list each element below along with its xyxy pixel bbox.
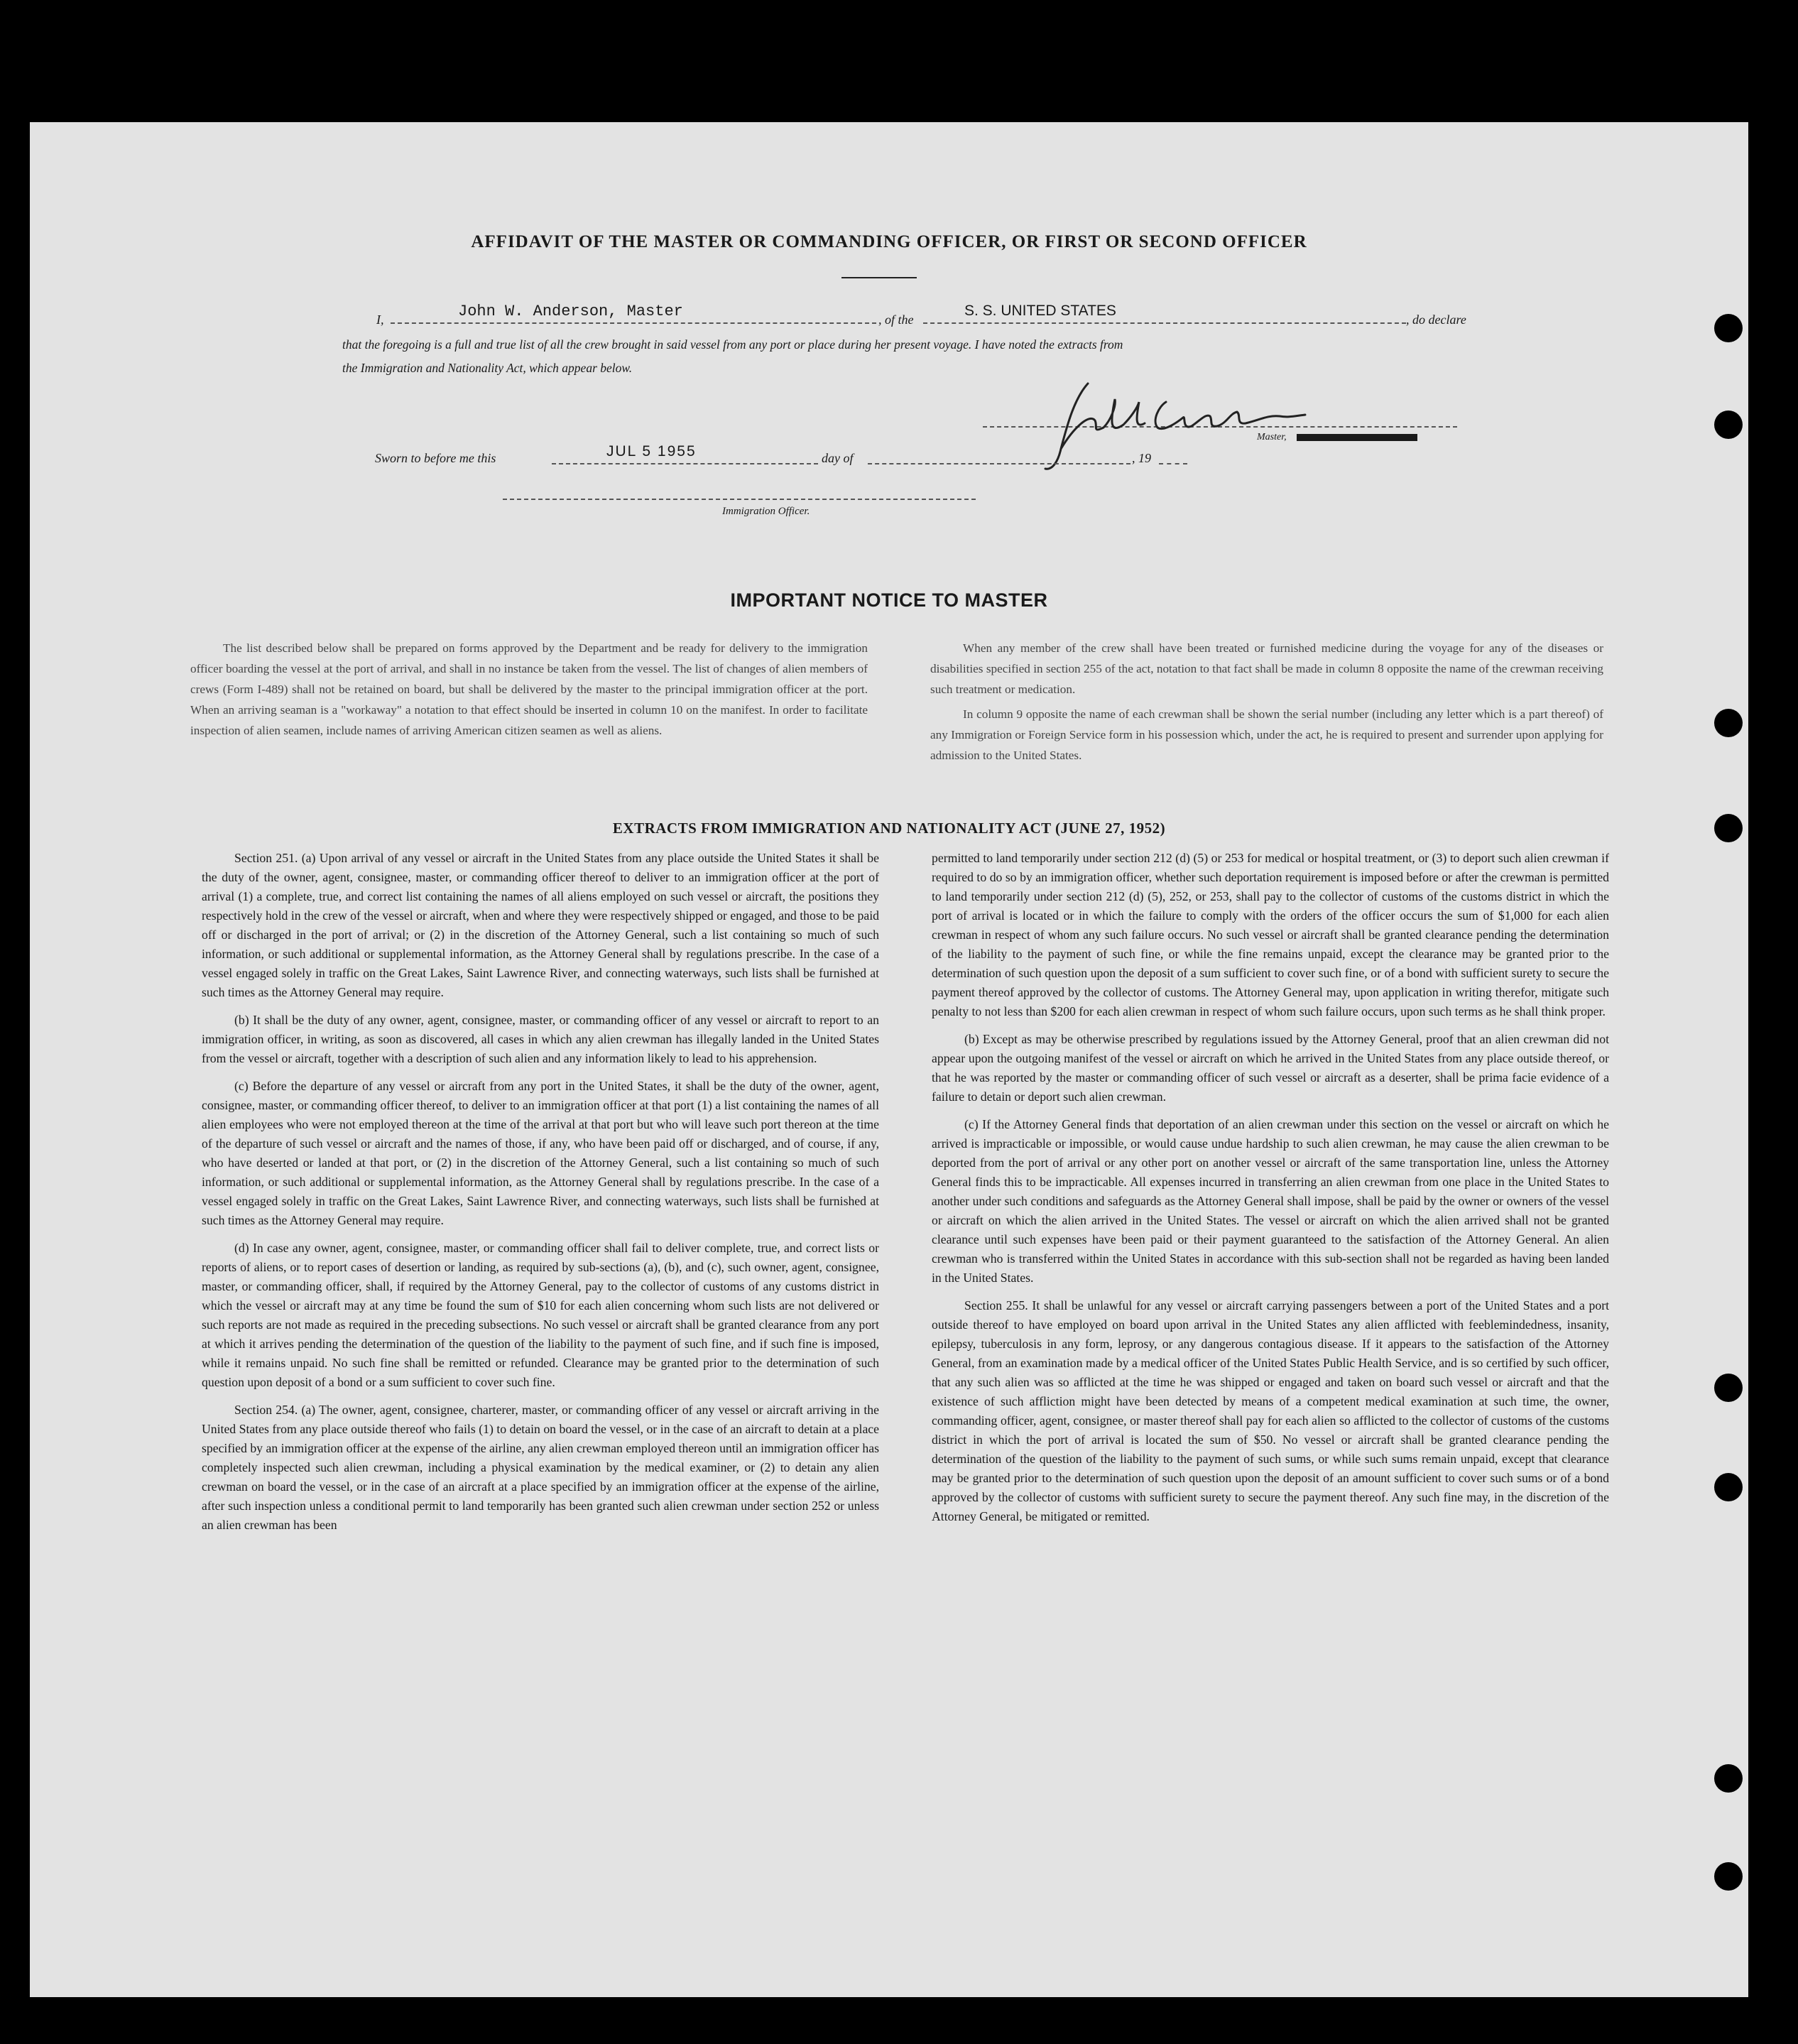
section-255: Section 255. It shall be unlawful for any vessel or aircraft carrying passengers between a port of the United States and a port outside thereof to have employed on board upon arrival in the United States any alien afflicted with feeblemindedness, insanity, epilepsy, tuberculosis in any form, leprosy, or any dangerous contagious disease. If it appears to the satisfaction of the Attorney General, from an examination made by a medical officer of the United States Public Health Service, and is so certified by such officer, that any such alien was so afflicted at the time he was shipped or engaged and taken on board such vessel or aircraft and that the existence of such affliction might have been detected by means of a competent medical examination at such time, the owner, commanding officer, agent, consignee, or master thereof shall pay for each alien so afflicted to the collector of customs of the customs district in which the port of arrival is located the sum of $50. No vessel or aircraft shall be granted clearance pending the determination of the question of the liability to the payment of such sums, or while such sums remain unpaid, except that clearance may be granted prior to the determination of such question upon the deposit of an amount sufficient to cover such sums or of a bond approved by the collector of customs with sufficient surety to secure the payment thereof. Any such fine may, in the discretion of the Attorney General, be mitigated or remitted. — [932, 1298, 1609, 1523]
binder-hole — [1714, 1764, 1743, 1793]
notice-right-paragraph-1: When any member of the crew shall have been treated or furnished medicine during the voyage for any of the diseases or disabilities specified in section 255 of the act, notation to that fact shall be made in column 8 opposite the name of the crewman receiving such treatment or medication. — [930, 641, 1603, 696]
section-251-c: (c) Before the departure of any vessel or aircraft from any port in the United States, it shall be the duty of the owner, agent, consignee, master, or commanding officer thereof, to deliver to an immigration officer at that port (1) a list containing the names of all alien employees who were not employed thereon at the time of the arrival at that port but who will leave such port thereon at the time of the departure of such vessel or aircraft and the names of those, if any, who have been paid off or discharged, and of course, if any, who have deserted or landed at that port, or (2) in the discretion of the Attorney General, such a list containing so much of such information, or such additional or supplemental information, as the Attorney General shall by regulations prescribe. In the case of a vessel engaged solely in traffic on the Great Lakes, Saint Lawrence River, and connecting waterways, such lists shall be furnished at such times as the Attorney General may require. — [202, 1079, 879, 1227]
section-251-a: Section 251. (a) Upon arrival of any vessel or aircraft in the United States from any place outside the United States it shall be the duty of the owner, agent, consignee, master, or commanding officer thereof to deliver to an immigration officer at the port of arrival (1) a complete, true, and correct list containing the names of all aliens employed on such vessel or aircraft, the positions they respectively hold in the crew of the vessel or aircraft, when and where they were respectively shipped or engaged, and those to be paid off or discharged in the port of arrival; or (2) in the discretion of the Attorney General, such a list containing so much of such information, or such additional or supplemental information, as the Attorney General shall by regulations prescribe. In the case of a vessel engaged solely in traffic on the Great Lakes, Saint Lawrence River, and connecting waterways, such lists shall be furnished at such times as the Attorney General may require. — [202, 851, 879, 999]
name-blank — [391, 322, 876, 324]
section-254-a: Section 254. (a) The owner, agent, consignee, charterer, master, or commanding officer of any vessel or aircraft arriving in the United States from any place outside thereof who fails (1) to detain on board the vessel, or in the case of an aircraft to detain at a place specified by an immigration officer at the expense of the airline, any alien crewman employed thereon until an immigration officer has completely inspected such alien crewman, including a physical examination by the medical examiner, or (2) to detain any alien crewman on board the vessel, or in the case of an aircraft at a place specified by an immigration officer at the expense of the airline, after such inspection unless a conditional permit to land temporarily has been granted such alien crewman under section 252 or unless an alien crewman has been — [202, 1403, 879, 1532]
year-label: , 19 — [1132, 451, 1151, 465]
struck-out-officer-title — [1297, 434, 1417, 441]
immigration-officer-line — [503, 499, 976, 500]
signature-scribble — [1024, 371, 1351, 477]
document-page — [30, 122, 1748, 1997]
section-251-b: (b) It shall be the duty of any owner, agent, consignee, master, or commanding officer of any vessel or aircraft to report to an immigration officer, in writing, as soon as discovered, all cases in which any alien crewman has illegally landed in the United States from the vessel or aircraft, together with a description of such alien and any information likely to lead to his apprehension. — [202, 1013, 879, 1065]
affidavit-title: AFFIDAVIT OF THE MASTER OR COMMANDING OFFICER, OR FIRST OR SECOND OFFICER — [471, 232, 1307, 251]
master-label: Master, — [1257, 432, 1287, 442]
title-divider — [841, 277, 917, 278]
name-field-value: John W. Anderson, Master — [458, 303, 683, 320]
vessel-blank — [923, 322, 1406, 324]
binder-hole — [1714, 1862, 1743, 1891]
notice-right-paragraph-2: In column 9 opposite the name of each crewman shall be shown the serial number (including any letter which is a part thereof) of any Immigration or Foreign Service form in his possession which, under the act, he is required to present and surrender upon applying for admission to the United States. — [930, 707, 1603, 762]
notice-left-column — [190, 638, 868, 745]
affidavit-body-line-2: the Immigration and Nationality Act, which appear below. — [342, 361, 633, 375]
section-254-a-continued: permitted to land temporarily under section 212 (d) (5) or 253 for medical or hospital treatment, or (3) to deport such alien crewman if required to do so by an immigration officer, whether such deportation requirement is imposed before or after the crewman is permitted to land temporarily under section 212 (d) (5), 252, or 253, shall pay to the collector of customs of the customs district in which the port of arrival is located or in which the failure to comply with the orders of the officer occurs the sum of $1,000 for each alien crewman in respect of whom any such failure occurs. No such vessel or aircraft shall be granted clearance pending the determination of the liability to the payment of such fine, or while the fine remains unpaid, except the clearance may be granted prior to the determination of such question upon the deposit of a sum sufficient to cover such fine, or of a bond with sufficient surety to secure the payment thereof approved by the collector of customs. The Attorney General may, upon application in writing therefor, mitigate such penalty to not less than $200 for each alien crewman in respect of whom such failure occurs, upon such terms as he shall think proper. — [932, 851, 1609, 1018]
month-blank — [868, 463, 1130, 464]
binder-hole — [1714, 814, 1743, 842]
declare-label: , do declare — [1406, 312, 1466, 327]
sworn-date-value: JUL 5 1955 — [606, 443, 697, 460]
extracts-right-column — [932, 849, 1609, 1535]
vessel-field-value: S. S. UNITED STATES — [964, 303, 1116, 319]
notice-left-paragraph: The list described below shall be prepared on forms approved by the Department and be ready for delivery to the immigration officer boarding the vessel at the port of arrival, and shall in no instance be taken from the vessel. The list of changes of alien members of crews (Form I-489) shall not be retained on board, but shall be delivered by the master to the principal immigration officer at the port. When an arriving seaman is a "workaway" a notation to that effect should be inserted in column 10 on the manifest. In order to facilitate inspection of alien seamen, include names of arriving American citizen seamen as well as aliens. — [190, 641, 868, 737]
binder-hole — [1714, 709, 1743, 737]
day-of-label: day of — [822, 451, 854, 465]
section-254-c: (c) If the Attorney General finds that deportation of an alien crewman under this section on the vessel or aircraft on which he arrived is impracticable or impossible, or would cause undue hardship to such alien crewman, he may cause the alien crewman to be deported from the port of arrival or any other port on another vessel or aircraft of the same transportation line, unless the Attorney General finds this to be impracticable. All expenses incurred in transferring an alien crewman from one place in the United States to another under such conditions and safeguards as the Attorney General shall impose, shall be paid by the owner or owners of the vessel or aircraft on which the alien arrived in the United States. The vessel or aircraft on which the alien arrived shall not be granted clearance until such expenses have been paid or their payment guaranteed to the satisfaction of the Attorney General. An alien crewman who is transferred within the United States in accordance with this sub-section shall not be regarded as having been landed in the United States. — [932, 1117, 1609, 1285]
of-the-label: , of the — [878, 312, 914, 327]
section-251-d: (d) In case any owner, agent, consignee, master, or commanding officer shall fail to deliver complete, true, and correct lists or reports of aliens, or to report cases of desertion or landing, as required by sub-sections (a), (b), and (c), such owner, agent, consignee, master, or commanding officer, shall, if required by the Attorney General, pay to the collector of customs of any customs district in which the vessel or aircraft may at any time be found the sum of $10 for each alien concerning whom such lists are not delivered or such reports are not made as required in the preceding subsections. No such vessel or aircraft shall be granted clearance from any port at which it arrives pending the determination of the question of the liability to the payment of such fine, and if such fine is imposed, while it remains unpaid. No such fine shall be remitted or refunded. Clearance may be granted prior to the determination of such question upon deposit of a bond or a sum sufficient to cover such fine. — [202, 1241, 879, 1389]
sworn-label: Sworn to before me this — [375, 451, 496, 465]
affidavit-body-line-1: that the foregoing is a full and true list of all the crew brought in said vessel from any port or place during her present voyage. I have noted the extracts from — [342, 337, 1123, 352]
year-blank — [1159, 463, 1187, 464]
binder-hole — [1714, 1473, 1743, 1501]
binder-hole — [1714, 411, 1743, 439]
sworn-date-blank — [552, 463, 818, 464]
extracts-left-column — [202, 849, 879, 1543]
extracts-title: EXTRACTS FROM IMMIGRATION AND NATIONALITY ACT (JUNE 27, 1952) — [612, 820, 1166, 837]
notice-title: IMPORTANT NOTICE TO MASTER — [730, 589, 1048, 611]
notice-right-column — [930, 638, 1603, 770]
binder-hole — [1714, 1374, 1743, 1402]
immigration-officer-label: Immigration Officer. — [722, 506, 810, 517]
binder-hole — [1714, 314, 1743, 342]
section-254-b: (b) Except as may be otherwise prescribed by regulations issued by the Attorney General, proof that an alien crewman did not appear upon the outgoing manifest of the vessel or aircraft on which he arrived in the United States from any place outside thereof, or that he was reported by the master or commanding officer of such vessel or aircraft as a deserter, shall be prima facie evidence of a failure to detain or deport such alien crewman. — [932, 1032, 1609, 1104]
i-label: I, — [376, 312, 384, 327]
